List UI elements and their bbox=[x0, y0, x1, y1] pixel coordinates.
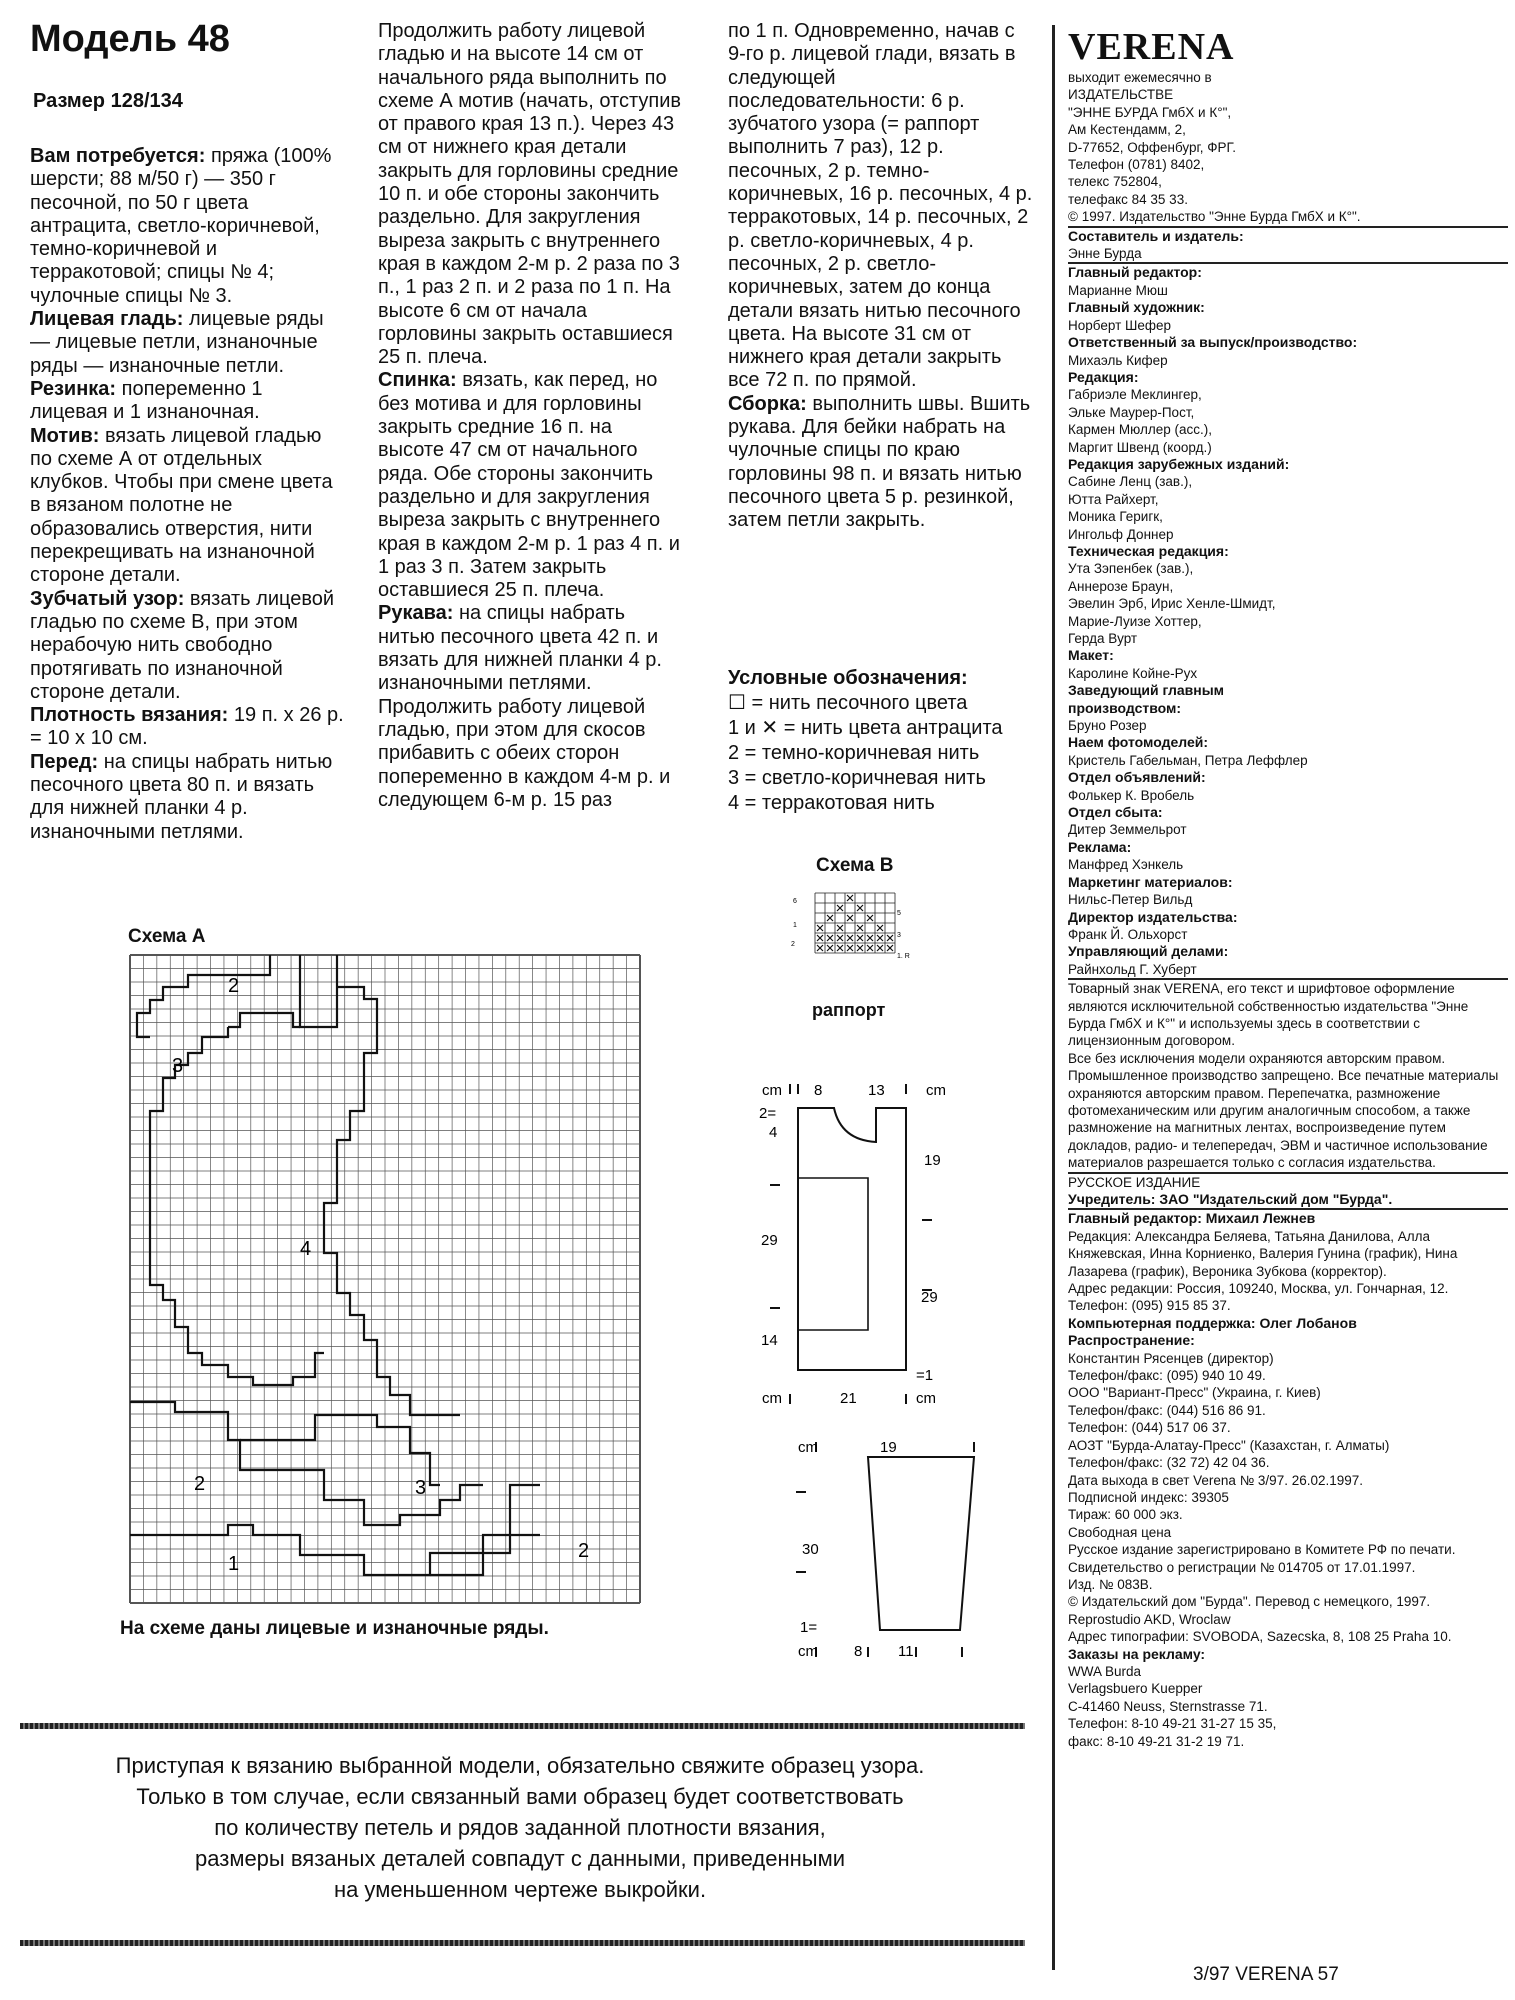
motif-outline bbox=[130, 1485, 540, 1575]
imprint-line: выходит ежемесячно в bbox=[1068, 70, 1212, 85]
instruction-paragraph bbox=[30, 588, 345, 704]
stitch-cross bbox=[857, 945, 863, 951]
imprint-line: Наем фотомоделей: bbox=[1068, 734, 1209, 751]
scheme-b-chart bbox=[785, 885, 910, 975]
instruction-paragraph bbox=[728, 393, 1033, 533]
dimension-label: 11 bbox=[898, 1643, 914, 1660]
imprint-line: Verlagsbuero Kuepper bbox=[1068, 1681, 1203, 1697]
imprint-line: "ЭННЕ БУРДА ГмбХ и К°", bbox=[1068, 104, 1232, 120]
motif-outline bbox=[150, 1027, 324, 1385]
imprint-line: Русское издание зарегистрировано в Комитете РФ по печати. Свидетельство о регистрации № 014705 от 17.01.1997. bbox=[1068, 1542, 1456, 1575]
stitch-cross bbox=[857, 905, 863, 911]
separator bbox=[20, 1723, 1025, 1729]
imprint-line: Компьютерная поддержка: Олег Лобанов bbox=[1068, 1314, 1357, 1331]
legend-item: 4 = терракотовая нить bbox=[728, 792, 935, 814]
imprint-line: Главный редактор: Михаил Лежнев bbox=[1068, 1210, 1316, 1227]
stitch-cross bbox=[847, 935, 853, 941]
imprint-line: Отдел сбыта: bbox=[1068, 804, 1163, 821]
size-label: Размер 128/134 bbox=[33, 90, 183, 112]
scheme-b-row-label: 1. R bbox=[897, 953, 910, 960]
imprint-line: Сабине Ленц (зав.), bbox=[1068, 474, 1193, 490]
dimension-label: cm bbox=[926, 1082, 946, 1099]
imprint-line: Телефон: 8-10 49-21 31-27 15 35, bbox=[1068, 1716, 1277, 1732]
legend bbox=[728, 666, 1048, 816]
imprint-line: Техническая редакция: bbox=[1068, 542, 1229, 559]
imprint-line: Моника Геригк, bbox=[1068, 509, 1163, 525]
imprint-line: производством: bbox=[1068, 699, 1182, 716]
imprint-line: РУССКОЕ ИЗДАНИЕ bbox=[1068, 1174, 1201, 1190]
dimension-label: =1 bbox=[916, 1367, 934, 1384]
instruction-label: Резинка: bbox=[30, 377, 117, 400]
imprint-line: Эвелин Эрб, Ирис Хенле-Шмидт, bbox=[1068, 596, 1276, 612]
motif-label: 3 bbox=[415, 1477, 427, 1499]
column-divider bbox=[1052, 25, 1055, 1970]
stitch-cross bbox=[847, 895, 853, 901]
imprint-line: © Издательский дом "Бурда". Перевод с немецкого, 1997. bbox=[1068, 1594, 1431, 1610]
instruction-text: по 1 п. Одновременно, начав с 9-го р. лицевой глади, вязать в следующей последовательности: 6 р. зубчатого узора (= раппорт выполнить 7 раз), 12 р. песочных, 2 р. темно-коричневых, 16 р. песочных, 4 р. терракотовых, 14 р. песочных, 2 р. светло-коричневых, 4 р. песочных, 2 р. светло-коричневых, затем до конца детали вязать нитью песочного цвета. На высоте 31 см от нижнего края детали закрыть все 72 п. по прямой. bbox=[728, 20, 1033, 392]
dimension-label: cm bbox=[916, 1390, 936, 1407]
instruction-text: на спицы набрать нитью песочного цвета 80 п. и вязать для нижней планки 4 р. изнаночными петлями. bbox=[30, 750, 333, 843]
dimension-label: 13 bbox=[868, 1082, 885, 1099]
imprint-line: Адрес редакции: Россия, 109240, Москва, ул. Гончарная, 12. Телефон: (095) 915 85 37. bbox=[1068, 1281, 1449, 1314]
instruction-paragraph bbox=[378, 369, 683, 602]
instruction-text: вязать лицевой гладью по схеме А от отдельных клубков. Чтобы при смене цвета в вязаном полотне не образовались отверстия, нити перекрещивать на изнаночной стороне детали. bbox=[30, 424, 333, 587]
dimension-label: 1= bbox=[800, 1619, 818, 1636]
sleeve-pattern-diagram bbox=[756, 1432, 996, 1662]
stitch-cross bbox=[867, 915, 873, 921]
imprint-line: Маркетинг материалов: bbox=[1068, 873, 1233, 890]
imprint-line: телефакс 84 35 33. bbox=[1068, 191, 1188, 207]
instruction-text: Продолжить работу лицевой гладью и на высоте 14 см от начального ряда выполнить по схеме А мотив (начать, отступив от правого края 13 п.). Через 43 см от нижнего края детали закрыть для горловины средние 10 п. и обе стороны закончить раздельно. Для закругления выреза закрыть с внутреннего края в каждом 2-м р. 2 раза по 3 п., 1 раз 2 п. и 2 раза по 1 п. На высоте 6 см от начала горловины закрыть оставшиеся 25 п. плеча. bbox=[378, 20, 681, 369]
dimension-label: 19 bbox=[880, 1439, 897, 1456]
legend-item: ☐ = нить песочного цвета bbox=[728, 692, 968, 714]
dimension-label: 8 bbox=[814, 1082, 823, 1099]
legend-item: 2 = темно-коричневая нить bbox=[728, 742, 980, 764]
imprint-line: C-41460 Neuss, Sternstrasse 71. bbox=[1068, 1698, 1268, 1714]
instruction-paragraph bbox=[30, 145, 345, 308]
imprint-line: Энне Бурда bbox=[1068, 246, 1142, 262]
dimension-label: cm bbox=[798, 1439, 818, 1456]
imprint-line: Манфред Хэнкель bbox=[1068, 857, 1184, 873]
imprint-line: Изд. № 083В. bbox=[1068, 1576, 1153, 1592]
imprint-line: Константин Рясенцев (директор) bbox=[1068, 1350, 1274, 1366]
separator bbox=[20, 1940, 1025, 1946]
stitch-cross bbox=[877, 935, 883, 941]
stitch-cross bbox=[817, 935, 823, 941]
imprint-line: Кармен Мюллер (асс.), bbox=[1068, 422, 1212, 438]
imprint bbox=[1068, 25, 1508, 1750]
imprint-line: Аннерозе Браун, bbox=[1068, 578, 1174, 594]
page-title: Модель 48 bbox=[30, 18, 230, 60]
stitch-cross bbox=[847, 915, 853, 921]
scheme-a-chart bbox=[130, 955, 640, 1603]
dimension-label: 21 bbox=[840, 1390, 857, 1407]
dimension-label: 29 bbox=[761, 1232, 778, 1249]
stitch-cross bbox=[877, 925, 883, 931]
legend-item: 3 = светло-коричневая нить bbox=[728, 767, 986, 789]
imprint-line: телекс 752804, bbox=[1068, 174, 1162, 190]
stitch-cross bbox=[857, 935, 863, 941]
stitch-cross bbox=[867, 935, 873, 941]
imprint-line: Каролине Койне-Рух bbox=[1068, 665, 1198, 681]
scheme-b-row-label: 2 bbox=[791, 941, 795, 948]
scheme-b-title: Схема В bbox=[816, 855, 894, 876]
imprint-line: Ам Кестендамм, 2, bbox=[1068, 122, 1186, 138]
motif-label: 4 bbox=[300, 1238, 312, 1260]
imprint-line: Кристель Габельман, Петра Леффлер bbox=[1068, 752, 1308, 768]
imprint-line: Ответственный за выпуск/производство: bbox=[1068, 334, 1358, 351]
imprint-line: WWA Burda bbox=[1068, 1663, 1142, 1679]
instruction-label: Мотив: bbox=[30, 424, 100, 447]
dimension-label: 14 bbox=[761, 1332, 778, 1349]
stitch-cross bbox=[837, 905, 843, 911]
instruction-label: Плотность вязания: bbox=[30, 704, 229, 727]
instruction-paragraph bbox=[378, 20, 683, 369]
motif-label: 2 bbox=[578, 1540, 590, 1562]
sleeve-outline bbox=[868, 1457, 974, 1630]
instruction-label: Перед: bbox=[30, 750, 99, 773]
imprint-line: Михаэль Кифер bbox=[1068, 352, 1168, 368]
imprint-line: Реклама: bbox=[1068, 838, 1132, 855]
instruction-paragraph bbox=[30, 378, 345, 425]
imprint-line: Франк Й. Ольхорст bbox=[1068, 926, 1188, 942]
scheme-b-caption: раппорт bbox=[812, 1000, 886, 1020]
imprint-line: Reprostudio AKD, Wroclaw bbox=[1068, 1611, 1231, 1627]
stitch-cross bbox=[827, 945, 833, 951]
imprint-line: Ута Зэпенбек (зав.), bbox=[1068, 561, 1194, 577]
motif-label: 1 bbox=[228, 1553, 240, 1575]
imprint-line: Бруно Розер bbox=[1068, 718, 1147, 734]
gauge-notice: Приступая к вязанию выбранной модели, обязательно свяжите образец узора. Только в том случае, если связанный вами образец будет соответствовать по количеству петель и рядов заданной плотности вязания, размеры вязаных деталей совпадут с данными, приведенными на уменьшенном чертеже выкройки. bbox=[115, 1753, 925, 1902]
imprint-line: Нильс-Петер Вильд bbox=[1068, 892, 1193, 908]
instruction-text: вязать, как перед, но без мотива и для горловины закрыть средние 16 п. на высоте 47 см от начального ряда. Обе стороны закончить раздельно и для закругления выреза закрыть с внутреннего края в каждом 2-м р. 1 раз 4 п. и 1 раз 3 п. Затем закрыть оставшиеся 25 п. плеча. bbox=[378, 369, 680, 602]
instruction-label: Лицевая гладь: bbox=[30, 308, 184, 331]
instruction-label: Спинка: bbox=[378, 369, 457, 392]
imprint-line: Подписной индекс: 39305 bbox=[1068, 1489, 1229, 1505]
stitch-cross bbox=[817, 925, 823, 931]
instructions-column-3 bbox=[728, 20, 1033, 533]
instruction-paragraph bbox=[30, 425, 345, 588]
imprint-line: Все без исключения модели охраняются авторским правом. Промышленное производство запрещено. Все печатные материалы охраняются авторским правом. Перепечатка, размножение фотомеханическим или другим аналогичным способом, а также размножение на магнитных лентах, воспроизведение путем докладов, радио- и телепередач, ЭВМ и частичное использование материалов разрешается только с согласия издательства. bbox=[1068, 1050, 1499, 1171]
imprint-line: D-77652, Оффенбург, ФРГ. bbox=[1068, 139, 1236, 155]
instruction-text: вязать лицевой гладью по схеме В, при этом нерабочую нить свободно протягивать по изнаночной стороне детали. bbox=[30, 587, 335, 703]
legend-title: Условные обозначения: bbox=[728, 667, 968, 689]
imprint-line: Эльке Маурер-Пост, bbox=[1068, 404, 1195, 420]
imprint-line: Марие-Луизе Хоттер, bbox=[1068, 613, 1202, 629]
instruction-label: Вам потребуется: bbox=[30, 145, 206, 167]
imprint-line: Габриэле Меклингер, bbox=[1068, 387, 1202, 403]
stitch-cross bbox=[817, 945, 823, 951]
instruction-text: на спицы набрать нитью песочного цвета 42 п. и вязать для нижней планки 4 р. изнаночными петлями. Продолжить работу лицевой гладью, при этом для скосов прибавить с обеих сторон попеременно в каждом 4-м р. и следующем 6-м р. 15 раз bbox=[378, 602, 671, 811]
imprint-line: Марианне Мюш bbox=[1068, 282, 1168, 298]
motif-label: 3 bbox=[172, 1055, 184, 1077]
stitch-cross bbox=[837, 935, 843, 941]
instructions-column-1 bbox=[30, 145, 345, 844]
imprint-line: Ингольф Доннер bbox=[1068, 526, 1174, 542]
imprint-line: Свободная цена bbox=[1068, 1524, 1172, 1540]
imprint-line: Редакция зарубежных изданий: bbox=[1068, 455, 1290, 472]
imprint-line: Распространение: bbox=[1068, 1332, 1195, 1349]
imprint-line: © 1997. Издательство "Энне Бурда ГмбХ и К°". bbox=[1068, 209, 1361, 225]
imprint-line: Дитер Земмельрот bbox=[1068, 822, 1187, 838]
instruction-text: лицевые ряды — лицевые петли, изнаночные ряды — изнаночные петли. bbox=[30, 308, 324, 377]
scheme-a-title: Схема А bbox=[128, 926, 206, 947]
motif-outline bbox=[430, 1535, 540, 1575]
dimension-label: 19 bbox=[924, 1152, 941, 1169]
scheme-b-row-label: 6 bbox=[793, 898, 797, 905]
instruction-paragraph bbox=[728, 20, 1033, 393]
imprint-line: Заведующий главным bbox=[1068, 682, 1225, 699]
instruction-text: попеременно 1 лицевая и 1 изнаночная. bbox=[30, 377, 263, 424]
imprint-line: Управляющий делами: bbox=[1068, 943, 1229, 960]
imprint-line: Директор издательства: bbox=[1068, 908, 1238, 925]
stitch-cross bbox=[827, 935, 833, 941]
stitch-cross bbox=[877, 945, 883, 951]
imprint-line: Тираж: 60 000 экз. bbox=[1068, 1507, 1183, 1523]
imprint-line: Редакция: Александра Беляева, Татьяна Данилова, Алла Княжевская, Инна Корниенко, Валерия Гунина (график), Нина Лазарева (график), Вероника Зубкова (корректор). bbox=[1068, 1228, 1458, 1279]
dimension-label: 29 bbox=[921, 1289, 938, 1306]
imprint-line: Составитель и издатель: bbox=[1068, 227, 1244, 244]
imprint-line: ИЗДАТЕЛЬСТВЕ bbox=[1068, 87, 1174, 103]
dimension-label: 2= bbox=[759, 1105, 777, 1122]
imprint-line: Главный редактор: bbox=[1068, 264, 1202, 281]
dimension-label: 4 bbox=[769, 1124, 778, 1141]
page-footer: 3/97 VERENA 57 bbox=[1193, 1964, 1339, 1985]
stitch-cross bbox=[837, 925, 843, 931]
stitch-cross bbox=[837, 945, 843, 951]
imprint-line: АОЗТ "Бурда-Алатау-Пресс" (Казахстан, г. Алматы) bbox=[1068, 1437, 1390, 1453]
imprint-line: Фолькер К. Вробель bbox=[1068, 787, 1195, 803]
imprint-line: Отдел объявлений: bbox=[1068, 769, 1206, 786]
stitch-cross bbox=[887, 935, 893, 941]
motif-label: 2 bbox=[228, 975, 240, 997]
legend-item: 1 и ✕ = нить цвета антрацита bbox=[728, 717, 1003, 739]
scheme-a-caption: На схеме даны лицевые и изнаночные ряды. bbox=[120, 1618, 549, 1639]
scheme-b-row-label: 5 bbox=[897, 910, 901, 917]
scheme-b-row-label: 3 bbox=[897, 932, 901, 939]
imprint-line: Райнхольд Г. Хуберт bbox=[1068, 961, 1197, 977]
imprint-line: ООО "Вариант-Пресс" (Украина, г. Киев) bbox=[1068, 1385, 1321, 1401]
stitch-cross bbox=[857, 925, 863, 931]
motif-outline bbox=[240, 1415, 440, 1485]
imprint-line: Макет: bbox=[1068, 647, 1114, 664]
instruction-label: Сборка: bbox=[728, 392, 807, 415]
instruction-paragraph bbox=[378, 602, 683, 812]
stitch-cross bbox=[867, 945, 873, 951]
instruction-label: Зубчатый узор: bbox=[30, 587, 185, 610]
imprint-line: Дата выхода в свет Verena № 3/97. 26.02.1997. bbox=[1068, 1472, 1364, 1488]
motif-area-outline bbox=[798, 1178, 868, 1330]
imprint-line: Маргит Швенд (коорд.) bbox=[1068, 439, 1212, 455]
front-pattern-diagram bbox=[756, 1080, 996, 1410]
imprint-line: Телефон/факс: (044) 516 86 91. bbox=[1068, 1402, 1266, 1418]
instruction-text: 19 п. х 26 р. = 10 х 10 см. bbox=[30, 704, 344, 750]
instruction-label: Рукава: bbox=[378, 602, 454, 625]
imprint-line: факс: 8-10 49-21 31-2 19 71. bbox=[1068, 1733, 1245, 1749]
verena-logo: VERENA bbox=[1068, 26, 1235, 68]
dimension-label: cm bbox=[798, 1643, 818, 1660]
imprint-line: Телефон/факс: (095) 940 10 49. bbox=[1068, 1368, 1266, 1384]
dimension-label: cm bbox=[762, 1082, 782, 1099]
stitch-cross bbox=[887, 945, 893, 951]
imprint-line: Норберт Шефер bbox=[1068, 317, 1172, 333]
stitch-cross bbox=[847, 945, 853, 951]
imprint-line: Редакция: bbox=[1068, 368, 1139, 385]
dimension-label: 8 bbox=[854, 1643, 863, 1660]
imprint-line: Заказы на рекламу: bbox=[1068, 1645, 1206, 1662]
imprint-line: Телефон: (044) 517 06 37. bbox=[1068, 1420, 1231, 1436]
instruction-paragraph bbox=[30, 308, 345, 378]
instruction-text: пряжа (100% шерсти; 88 м/50 г) — 350 г песочной, по 50 г цвета антрацита, светло-коричневой, темно-коричневой и терракотовой; спицы № 4; чулочные спицы № 3. bbox=[30, 145, 332, 307]
dimension-label: 30 bbox=[802, 1541, 819, 1558]
imprint-line: Учредитель: ЗАО "Издательский дом "Бурда". bbox=[1068, 1191, 1393, 1207]
scheme-b-row-label: 1 bbox=[793, 922, 797, 929]
imprint-line: Герда Вурт bbox=[1068, 631, 1138, 646]
instruction-paragraph bbox=[30, 704, 345, 751]
instruction-paragraph bbox=[30, 751, 345, 844]
imprint-line: Ютта Райхерт, bbox=[1068, 491, 1159, 507]
instructions-column-2 bbox=[378, 20, 683, 812]
motif-label: 2 bbox=[194, 1473, 206, 1495]
imprint-line: Главный художник: bbox=[1068, 299, 1205, 316]
imprint-line: Телефон/факс: (32 72) 42 04 36. bbox=[1068, 1455, 1270, 1471]
stitch-cross bbox=[827, 915, 833, 921]
imprint-line: Адрес типографии: SVOBODA, Sazecska, 8, 108 25 Praha 10. bbox=[1068, 1629, 1452, 1645]
imprint-line: Товарный знак VERENA, его текст и шрифтовое оформление являются исключительной собственностью издательства "Энне Бурда ГмбХ и К°" и используемы здесь в соответствии с лицензионным договором. bbox=[1068, 981, 1469, 1049]
instruction-text: выполнить швы. Вшить рукава. Для бейки набрать на чулочные спицы по краю горловины 98 п. и вязать нитью песочного цвета 5 р. резинкой, затем петли закрыть. bbox=[728, 392, 1031, 532]
imprint-line: Телефон (0781) 8402, bbox=[1068, 157, 1205, 173]
dimension-label: cm bbox=[762, 1390, 782, 1407]
